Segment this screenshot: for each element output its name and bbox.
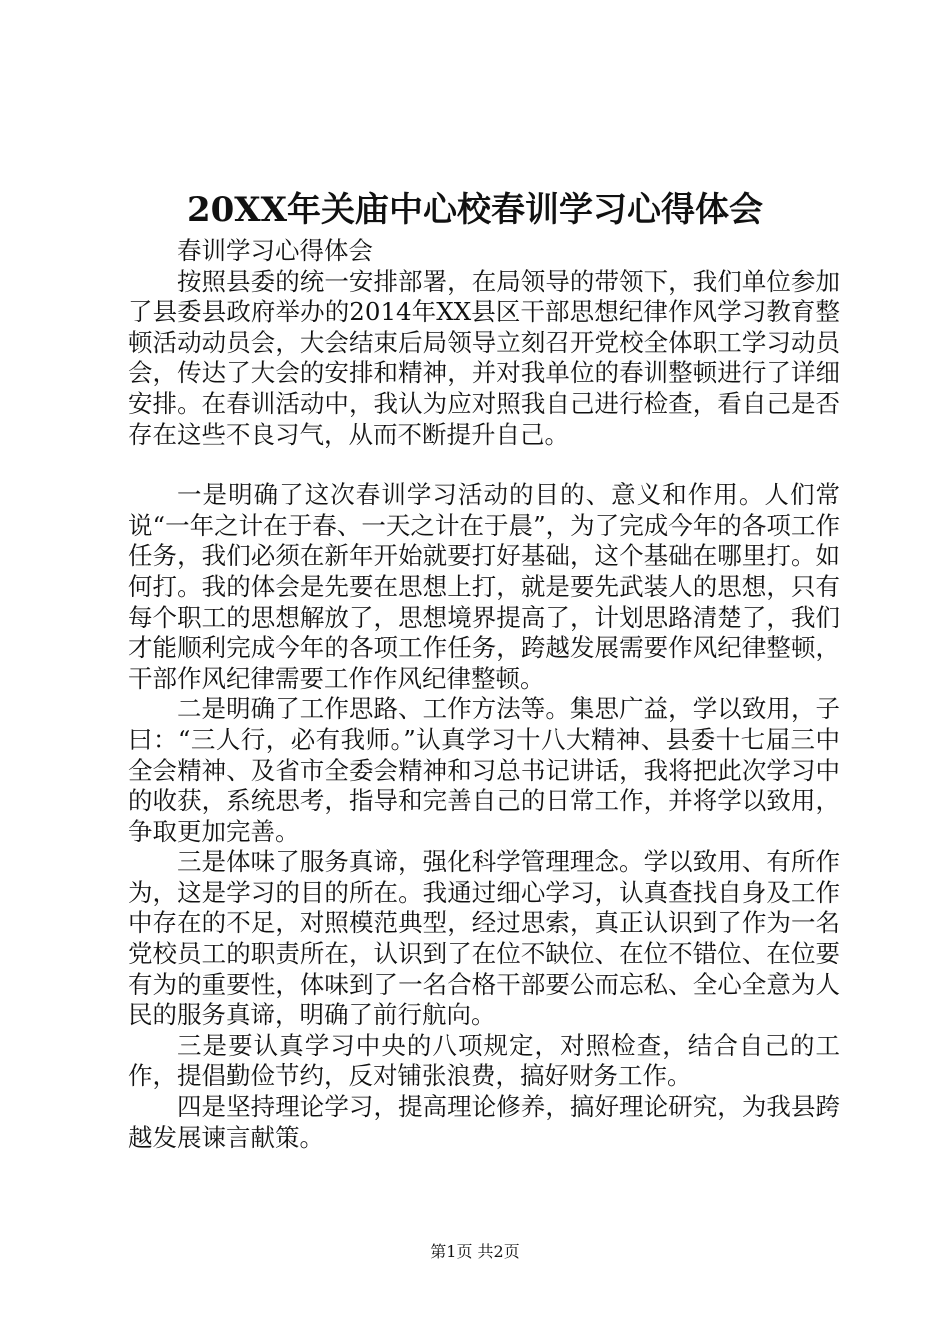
document-title: 20XX年关庙中心校春训学习心得体会 [186, 190, 764, 230]
paragraph-point-3: 三是体味了服务真谛，强化科学管理理念。学以致用、有所作为，这是学习的目的所在。我通过细心学习，认真查找自身及工作中存在的不足，对照模范典型，经过思索，真正认识到了作为一名党校员工的职责所在，认识到了在位不缺位、在位不错位、在位要有为的重要性，体味到了一名合格干部要公而忘私、全心全意为人民的服务真谛，明确了前行航向。 [128, 847, 840, 1030]
paragraph-point-1: 一是明确了这次春训学习活动的目的、意义和作用。人们常说“一年之计在于春、一天之计在于晨”，为了完成今年的各项工作任务，我们必须在新年开始就要打好基础，这个基础在哪里打。如何打。我的体会是先要在思想上打，就是要先武装人的思想，只有每个职工的思想解放了，思想境界提高了，计划思路清楚了，我们才能顺利完成今年的各项工作任务，跨越发展需要作风纪律整顿，干部作风纪律需要工作作风纪律整顿。 [128, 480, 840, 693]
document-body [128, 236, 840, 1153]
paragraph-intro: 按照县委的统一安排部署，在局领导的带领下，我们单位参加了县委县政府举办的2014年XX县区干部思想纪律作风学习教育整顿活动动员会，大会结束后局领导立刻召开党校全体职工学习动员会，传达了大会的安排和精神，并对我单位的春训整顿进行了详细安排。在春训活动中，我认为应对照我自己进行检查，看自己是否存在这些不良习气，从而不断提升自己。 [128, 266, 840, 449]
paragraph-subtitle: 春训学习心得体会 [177, 236, 373, 265]
paragraph-point-2: 二是明确了工作思路、工作方法等。集思广益，学以致用，子曰：“三人行，必有我师。”认真学习十八大精神、县委十七届三中全会精神、及省市全委会精神和习总书记讲话，我将把此次学习中的收获，系统思考，指导和完善自己的日常工作，并将学以致用，争取更加完善。 [128, 694, 840, 846]
page-number-footer: 第1页 共2页 [430, 1242, 520, 1261]
paragraph-point-4: 四是坚持理论学习，提高理论修养，搞好理论研究，为我县跨越发展谏言献策。 [128, 1092, 840, 1152]
paragraph-point-3b: 三是要认真学习中央的八项规定，对照检查，结合自己的工作，提倡勤俭节约，反对铺张浪费，搞好财务工作。 [128, 1030, 840, 1091]
